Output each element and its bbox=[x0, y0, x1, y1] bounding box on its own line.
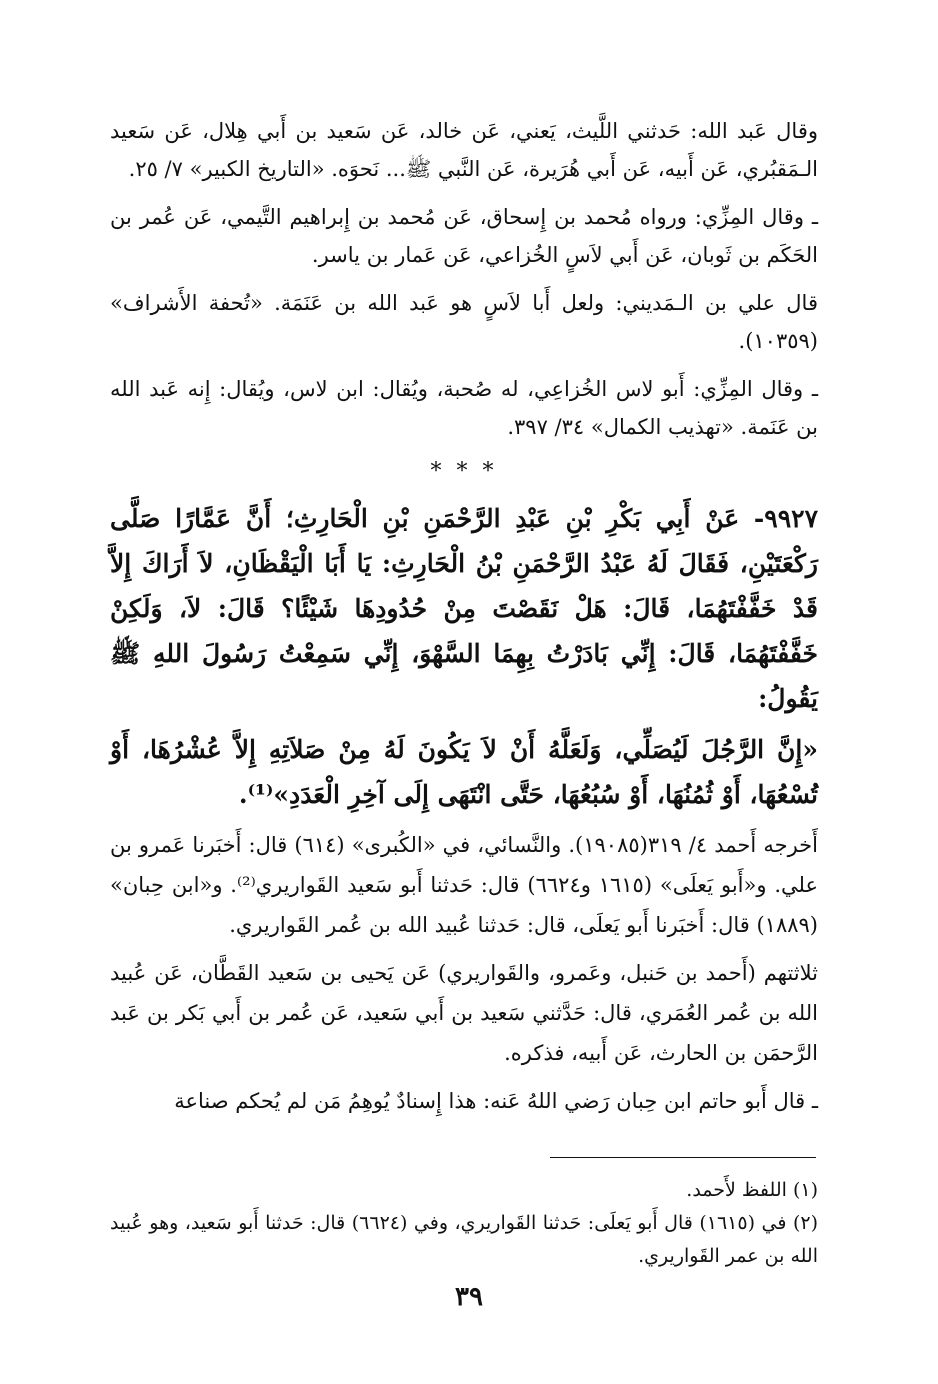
section-separator: * * * bbox=[430, 459, 498, 484]
isnad-paragraph: ثلاثتهم (أَحمد بن حَنبل، وعَمرو، والقَواريري) عَن يَحيى بن سَعيد القَطَّان، عَن عُبيد الله بن عُمر العُمَري، قال: حَدَّثني سَعيد بن أَبي سَعيد، عَن عُمر بن أَبي بَكر بن عَبد الرَّحمَن بن الحارث، عَن أَبيه، فذكره. bbox=[110, 961, 818, 1065]
page-number: ٣٩ bbox=[455, 1282, 483, 1312]
paragraph-bukhari-tarikh: وقال عَبد الله: حَدثني اللَّيث، يَعني، عَن خالد، عَن سَعيد بن أَبي هِلال، عَن سَعيد الـمَقبُري، عَن أَبيه، عَن أَبي هُرَيرة، عَن النَّبي ﷺ... نَحوَه. «التاريخ الكبير» ٧/ ٢٥. bbox=[110, 119, 818, 181]
hadith-text: ٩٩٢٧- عَنْ أَبِي بَكْرِ بْنِ عَبْدِ الرَّحْمَنِ بْنِ الْحَارِثِ؛ أَنَّ عَمَّارًا صَلَّى رَكْعَتَيْنِ، فَقَالَ لَهُ عَبْدُ الرَّحْمَنِ بْنُ الْحَارِثِ: يَا أَبَا الْيَقْظَانِ، لاَ أَرَاكَ إِلاَّ قَدْ خَفَّفْتَهُمَا، قَالَ: هَلْ نَقَصْتَ مِنْ حُدُودِهَا شَيْئًا؟ قَالَ: لاَ، وَلَكِنْ خَفَّفْتَهُمَا، قَالَ: إِنِّي بَادَرْتُ بِهِمَا السَّهْوَ، إِنِّي سَمِعْتُ رَسُولَ اللهِ ﷺ يَقُولُ: bbox=[110, 504, 818, 713]
paragraph-ibn-madini: قال علي بن الـمَديني: ولعل أَبا لاَسٍ هو عَبد الله بن عَنَمَة. «تُحفة الأَشراف» (١٠٣٥٩). bbox=[110, 291, 818, 353]
main-text bbox=[110, 112, 818, 1121]
hadith-quote: «إِنَّ الرَّجُلَ لَيُصَلِّي، وَلَعَلَّهُ أَنْ لاَ يَكُونَ لَهُ مِنْ صَلاَتِهِ إِلاَّ عُشْرُهَا، أَوْ تُسْعُهَا، أَوْ ثُمُنُهَا، أَوْ سُبُعُهَا، حَتَّى انْتَهَى إِلَى آخِرِ الْعَدَدِ»⁽¹⁾. bbox=[110, 735, 818, 809]
takhrij-paragraph: أَخرجه أَحمد ٤/ ٣١٩(١٩٠٨٥). والنَّسائي، في «الكُبرى» (٦١٤) قال: أَخبَرنا عَمرو بن علي. و«أَبو يَعلَى» (١٦١٥ و٦٦٢٤) قال: حَدثنا أَبو سَعيد القَواريري⁽²⁾. و«ابن حِبان» (١٨٨٩) قال: أَخبَرنا أَبو يَعلَى، قال: حَدثنا عُبيد الله بن عُمر القَواريري. bbox=[110, 833, 818, 937]
footnote-2: (٢) في (١٦١٥) قال أَبو يَعلَى: حَدثنا القَواريري، وفي (٦٦٢٤) قال: حَدثنا أَبو سَعيد، وهو عُبيد الله بن عمر القَواريري. bbox=[110, 1212, 818, 1267]
ibn-hibban-comment: ـ قال أَبو حاتم ابن حِبان رَضي اللهُ عَنه: هذا إِسنادٌ يُوهِمُ مَن لم يُحكم صناعة bbox=[174, 1089, 818, 1113]
paragraph-mizzi-1: ـ وقال المِزِّي: ورواه مُحمد بن إِسحاق، عَن مُحمد بن إِبراهيم التَّيمي، عَن عُمر بن الحَكَم بن ثَوبان، عَن أَبي لاَسٍ الخُزاعي، عَن عَمار بن ياسر. bbox=[110, 205, 818, 267]
footnote-1: (١) اللفظ لأَحمد. bbox=[686, 1179, 818, 1201]
footnote-divider bbox=[550, 1157, 816, 1158]
footnotes bbox=[110, 1174, 818, 1273]
paragraph-mizzi-2: ـ وقال المِزِّي: أَبو لاس الخُزاعِي، له صُحبة، ويُقال: ابن لاس، ويُقال: إِنه عَبد الله بن عَنَمة. «تهذيب الكمال» ٣٤/ ٣٩٧. bbox=[110, 377, 818, 439]
